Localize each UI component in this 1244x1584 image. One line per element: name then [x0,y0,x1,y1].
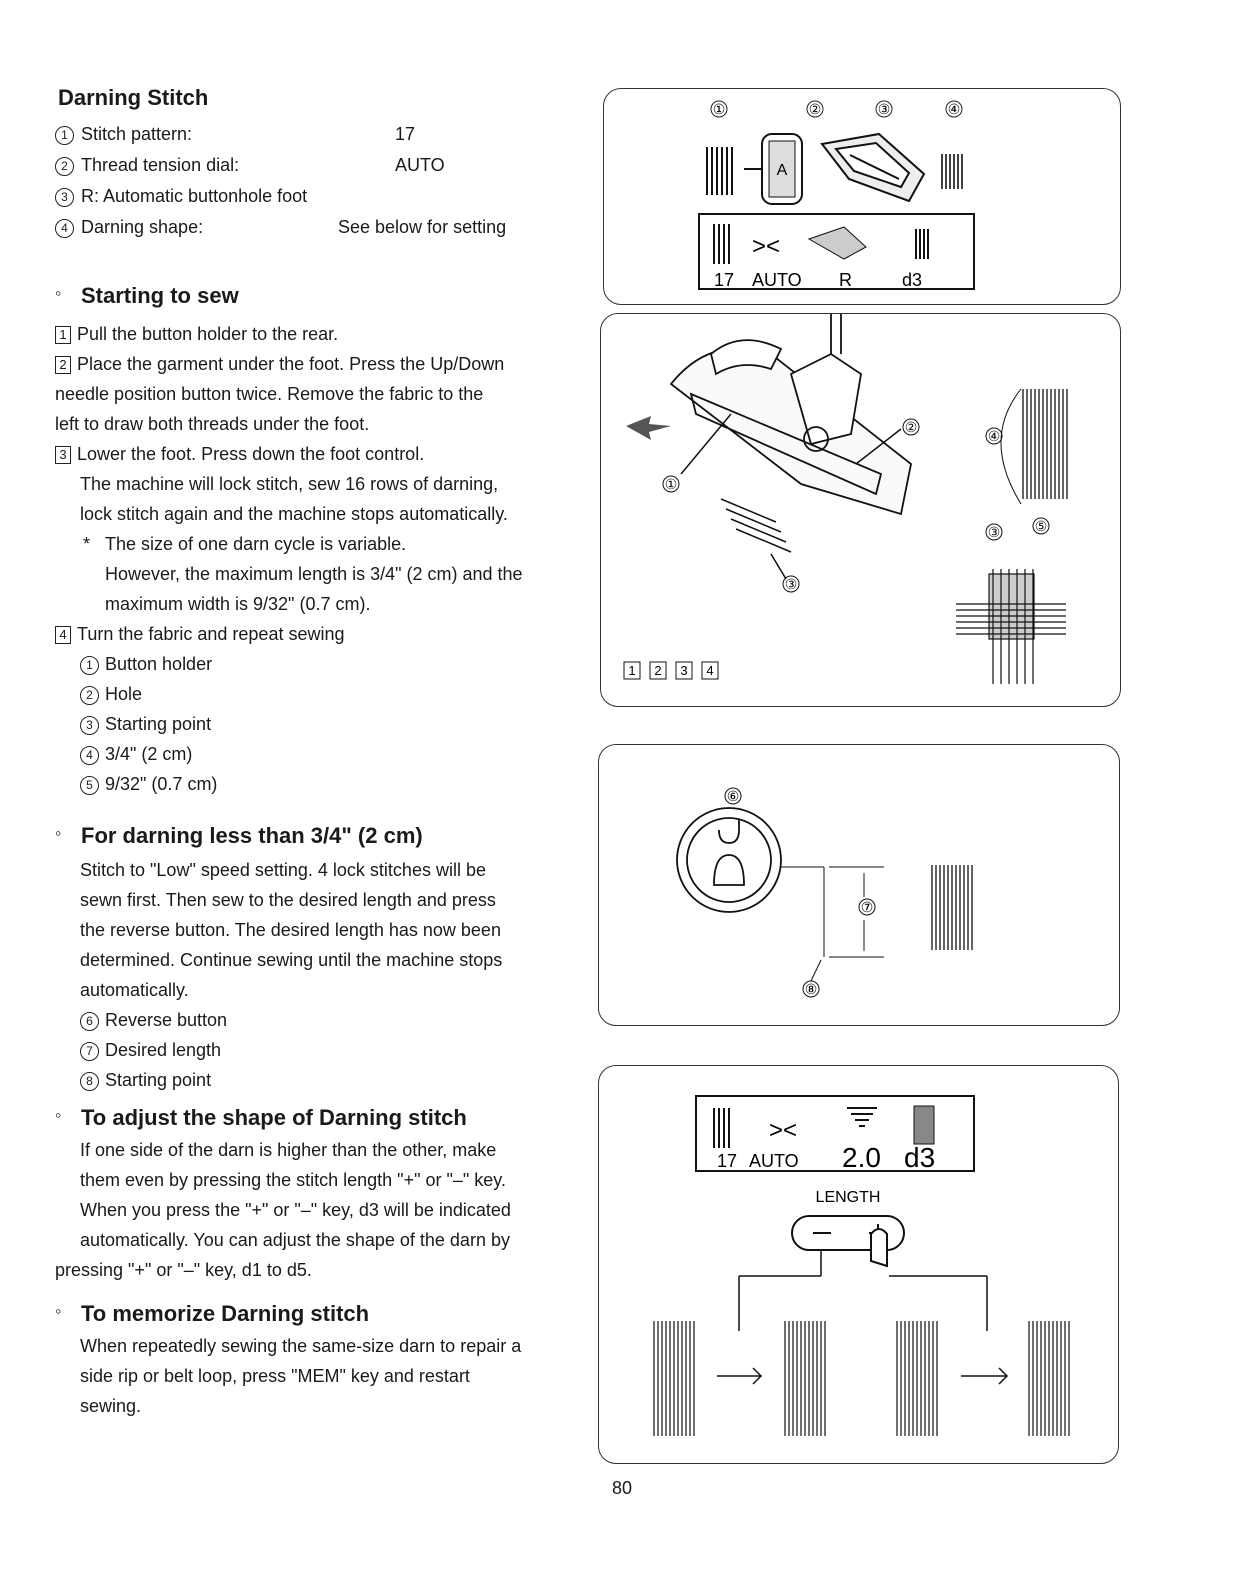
svg-text:⑥: ⑥ [726,788,740,804]
spec-item: 2 Thread tension dial: AUTO [55,150,585,181]
svg-text:d3: d3 [904,1142,936,1173]
part-item: 2 Hole [55,679,585,709]
part-item: 1 Button holder [55,649,585,679]
section-heading-starting: ◦ Starting to sew [55,283,585,309]
section-heading-memorize: ◦ To memorize Darning stitch [55,1301,585,1327]
part-item: 4 3/4" (2 cm) [55,739,585,769]
darn-sample-2 [785,1321,825,1436]
callout-label: ① [712,101,726,117]
section-heading-adjust: ◦ To adjust the shape of Darning stitch [55,1105,585,1131]
step-number-icon: 2 [55,356,71,374]
spec-item: 3 R: Automatic buttonhole foot [55,181,585,212]
darn-sample-3 [897,1321,937,1436]
svg-text:2: 2 [654,663,662,678]
part-item: 7 Desired length [80,1035,585,1065]
length-label: LENGTH [815,1189,881,1206]
text-column [55,85,585,1421]
svg-text:R: R [839,270,852,290]
figure-length [598,1065,1119,1464]
short-darn-drawing [932,865,972,950]
lcd-display [699,214,974,290]
callout-label: ④ [947,101,961,117]
reverse-button-icon [677,808,781,912]
machine-foot-drawing [671,314,911,514]
svg-text:③: ③ [784,576,798,592]
lcd-display-length [696,1096,974,1173]
darn-sample-4 [1029,1321,1069,1436]
direction-arrow-icon [626,416,671,440]
less-body: Stitch to "Low" speed setting. 4 lock stitches will be sewn first. Then sew to the desired length and press the reverse button. The desired length has now been determined. Continue sewing until the machine stops automatically. 6 Reverse button 7 Desired length 8 Starting point [55,855,585,1095]
svg-text:17: 17 [714,270,735,290]
svg-text:17: 17 [717,1151,738,1171]
settings-illustration [604,89,1120,304]
darn-sample-1 [654,1321,694,1436]
svg-text:⑤: ⑤ [1034,518,1048,534]
length-key-icon [792,1216,904,1266]
svg-text:2.0: 2.0 [842,1142,881,1173]
tension-dial-icon [744,134,802,204]
spec-item: 4 Darning shape: See below for setting [55,212,585,243]
darning-shape-icon [942,154,962,189]
length-illustration [599,1066,1118,1463]
reverse-illustration [599,745,1119,1025]
svg-text:⑧: ⑧ [804,981,818,997]
svg-text:1: 1 [628,663,636,678]
stitch-pattern-icon [707,147,732,195]
starting-body: 1 Pull the button holder to the rear. 2 Place the garment under the foot. Press the Up/Down needle position button twice. Remove the fabric to the left to draw both threads under the foot. 3 Lower the foot. Press down the foot control. The machine will lock stitch, sew 16 rows of darning, lock stitch again and the machine stops automatically. * The size of one darn cycle is variable. However, the maximum length is 3/4" (2 cm) and the maximum width is 9/32" (0.7 cm). 4 Turn the fabric and repeat sewing 1 Button holder 2 Hole 3 Starting point 4 3/4" (2 cm) 5 9/32" (0.7 cm) [55,319,585,799]
step-number-icon: 4 [55,626,71,644]
arrow-icon [717,1368,1007,1384]
svg-text:④: ④ [987,428,1001,444]
buttonhole-foot-icon [822,134,924,201]
page-number: 80 [611,1478,633,1498]
svg-text:d3: d3 [902,270,923,290]
spec-list [55,119,585,243]
svg-text:><: >< [768,1117,798,1144]
svg-text:①: ① [664,476,678,492]
darn-patch-drawing [1023,389,1067,499]
step-number-icon: 1 [55,326,71,344]
figure-reverse [598,744,1120,1026]
part-item: 8 Starting point [80,1065,585,1095]
callout-label: ② [808,101,822,117]
step-number-icon: 3 [55,446,71,464]
starting-illustration [601,314,1120,706]
svg-text:3: 3 [680,663,688,678]
svg-text:A: A [776,162,788,179]
part-item: 5 9/32" (0.7 cm) [55,769,585,799]
svg-text:⑦: ⑦ [860,899,874,915]
part-item: 6 Reverse button [80,1005,585,1035]
part-item: 3 Starting point [55,709,585,739]
svg-text:AUTO: AUTO [752,270,802,290]
svg-text:AUTO: AUTO [749,1151,799,1171]
figure-settings [603,88,1121,305]
spec-item: 1 Stitch pattern: 17 [55,119,585,150]
memorize-body: When repeatedly sewing the same-size darn to repair a side rip or belt loop, press "MEM" key and restart sewing. [80,1336,522,1416]
svg-text:4: 4 [706,663,714,678]
cross-darn-drawing [956,569,1066,684]
svg-text:③: ③ [987,524,1001,540]
section-heading-less: ◦ For darning less than 3/4" (2 cm) [55,823,585,849]
svg-text:②: ② [904,419,918,435]
figure-starting [600,313,1121,707]
page-title: Darning Stitch [58,85,209,110]
callout-label: ③ [877,101,891,117]
step-numbers [624,662,718,679]
svg-text:><: >< [751,233,781,260]
adjust-body: If one side of the darn is higher than the other, make them even by pressing the stitch length "+" or "–" key. When you press the "+" or "–" key, d3 will be indicated automatically. You can adjust the shape of the darn by pressing "+" or "–" key, d1 to d5. [55,1140,511,1280]
